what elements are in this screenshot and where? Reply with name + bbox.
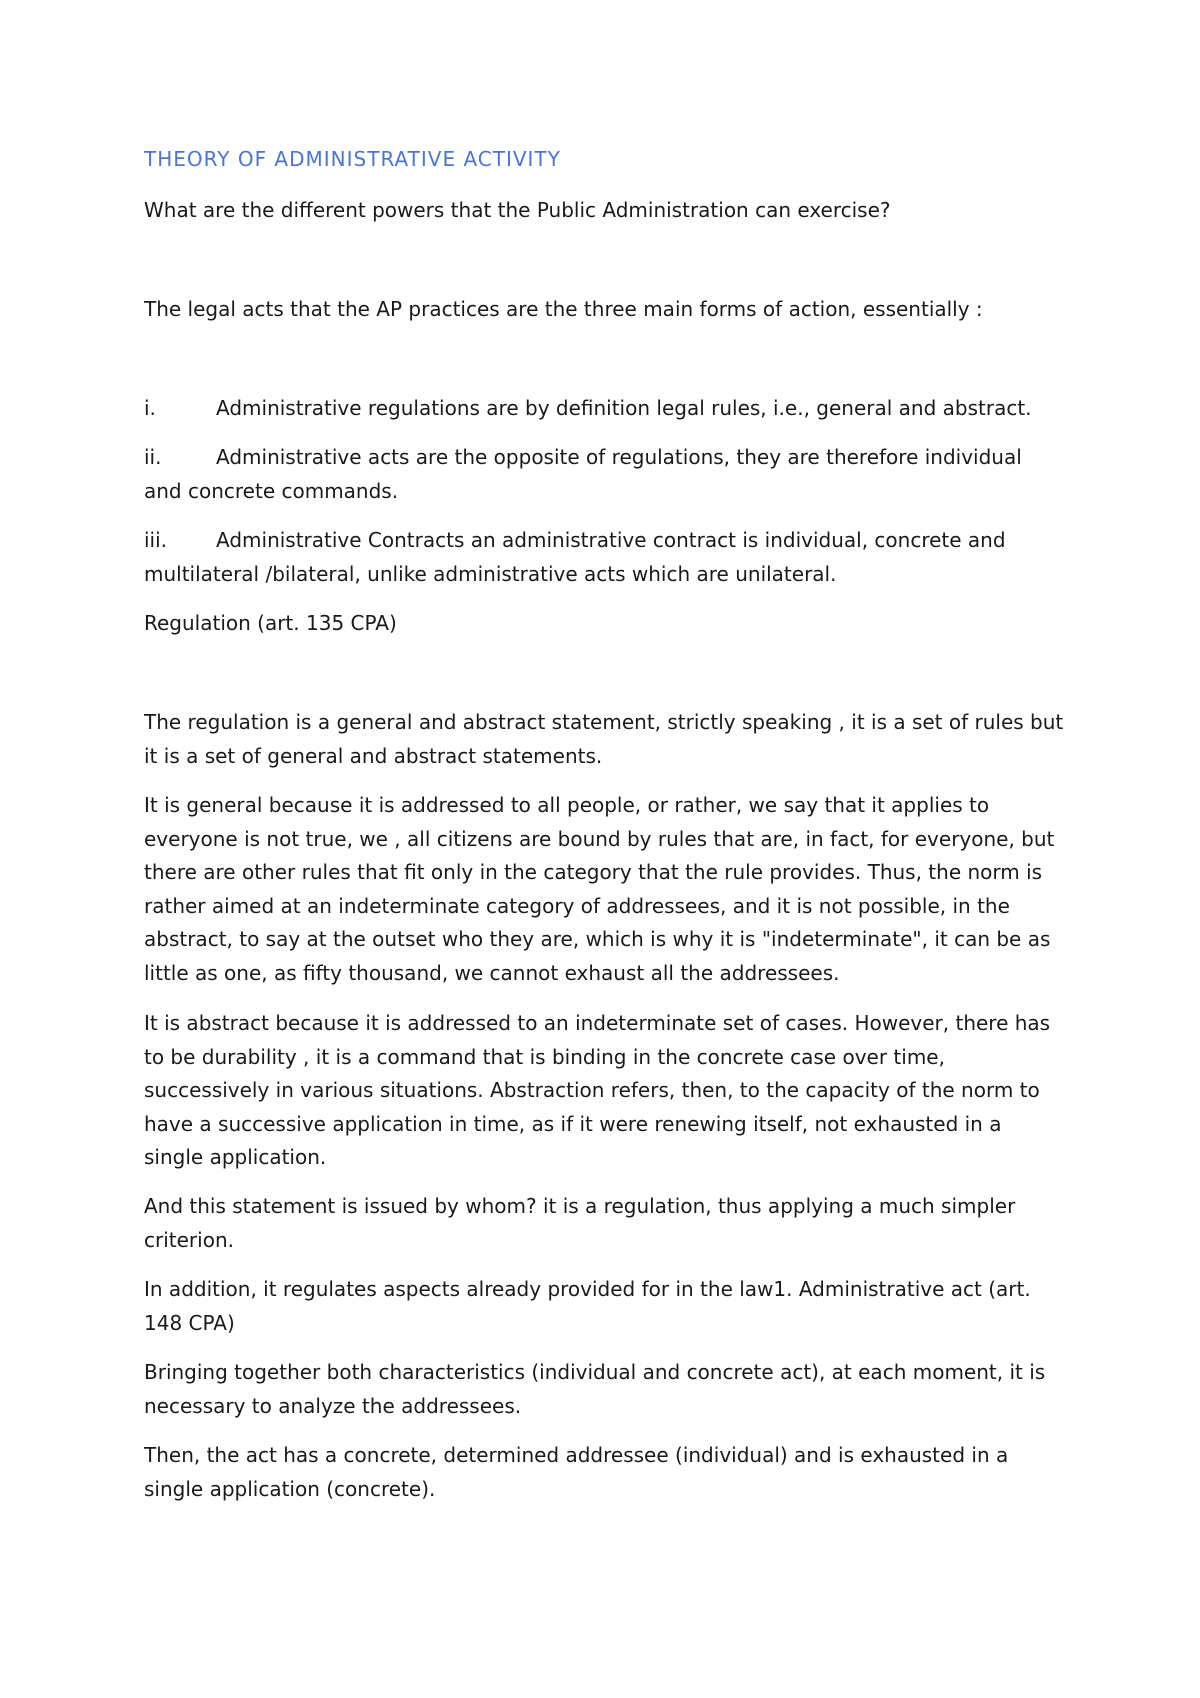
- list-item: [144, 392, 1064, 426]
- list-item-text: Administrative Contracts an administrative contract is individual, concrete and multilateral /bilateral, unlike administrative acts which are unilateral.: [144, 528, 1006, 586]
- body-paragraph: Then, the act has a concrete, determined addressee (individual) and is exhausted in a single application (concrete).: [144, 1443, 1009, 1501]
- body-paragraph: Bringing together both characteristics (individual and concrete act), at each moment, it is necessary to analyze the addressees.: [144, 1360, 1046, 1418]
- body-paragraph: And this statement is issued by whom? it is a regulation, thus applying a much simpler criterion.: [144, 1194, 1016, 1252]
- list-marker: ii.: [144, 445, 162, 469]
- list-marker: i.: [144, 396, 156, 420]
- body-paragraph: It is abstract because it is addressed to an indeterminate set of cases. However, there has to be durability , it is a command that is binding in the concrete case over time, successively in various situations. Abstraction refers, then, to the capacity of the norm to have a successive application in time, as if it were renewing itself, not exhausted in a single application.: [144, 1011, 1051, 1169]
- list-item-text: Administrative acts are the opposite of regulations, they are therefore individual and concrete commands.: [144, 445, 1022, 503]
- list-item-text: Administrative regulations are by definition legal rules, i.e., general and abstract.: [216, 396, 1032, 420]
- body-paragraph: In addition, it regulates aspects already provided for in the law1. Administrative act (art. 148 CPA): [144, 1277, 1031, 1335]
- body-paragraph: It is general because it is addressed to all people, or rather, we say that it applies to everyone is not true, we , all citizens are bound by rules that are, in fact, for everyone, but there are other rules that fit only in the category that the rule provides. Thus, the norm is rather aimed at an indeterminate category of addressees, and it is not possible, in the abstract, to say at the outset who they are, which is why it is "indeterminate", it can be as little as one, as fifty thousand, we cannot exhaust all the addressees.: [144, 793, 1055, 985]
- body-paragraph: The regulation is a general and abstract statement, strictly speaking , it is a set of rules but it is a set of general and abstract statements.: [144, 710, 1064, 768]
- list-marker: iii.: [144, 528, 168, 552]
- list-item: [144, 441, 1064, 508]
- document-title: THEORY OF ADMINISTRATIVE ACTIVITY: [144, 147, 561, 171]
- intro-paragraph: The legal acts that the AP practices are the three main forms of action, essentially :: [144, 297, 983, 321]
- list-item: [144, 524, 1064, 591]
- regulation-heading: Regulation (art. 135 CPA): [144, 611, 397, 635]
- question-paragraph: What are the different powers that the Public Administration can exercise?: [144, 198, 891, 222]
